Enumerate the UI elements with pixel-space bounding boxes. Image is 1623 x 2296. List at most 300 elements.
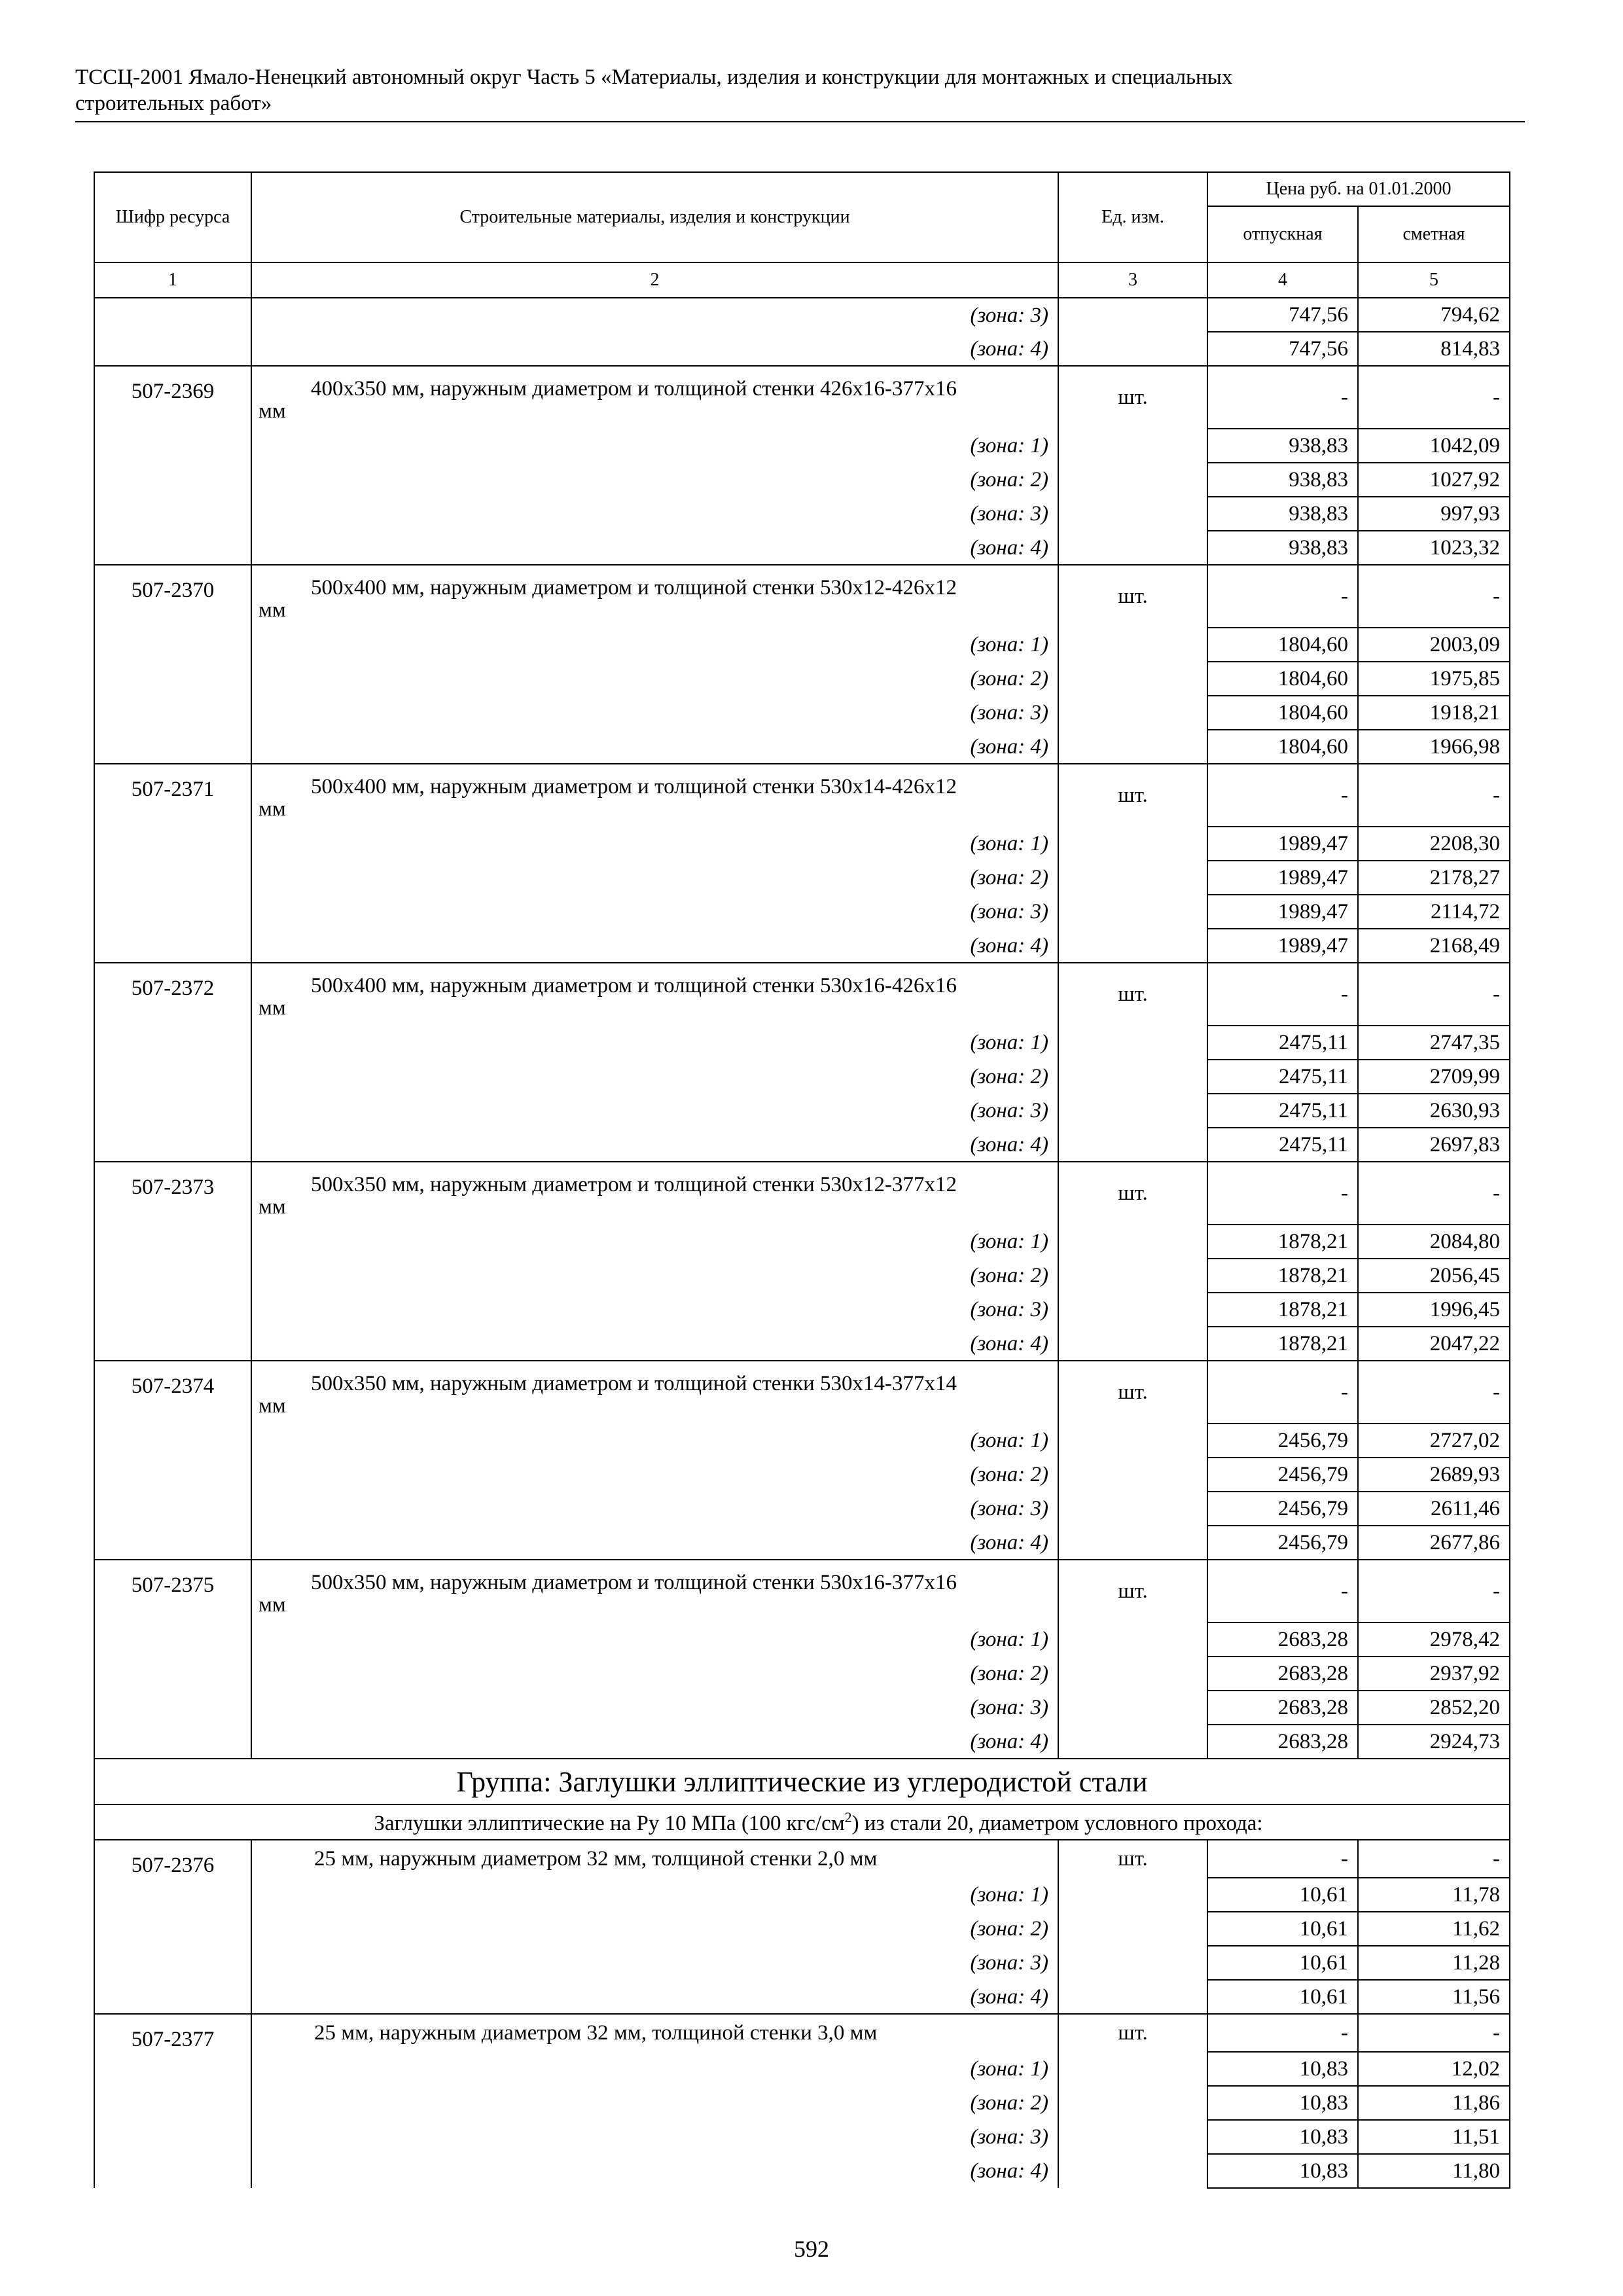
zone-label: (зона: 2) xyxy=(251,2086,1058,2120)
release-price: - xyxy=(1207,1162,1358,1225)
code-cell xyxy=(94,1128,251,1162)
unit-cell xyxy=(1058,2154,1207,2188)
group-subtitle-text-end: ) из стали 20, диаметром условного прохода: xyxy=(851,1811,1263,1835)
column-header-estimate: сметная xyxy=(1358,206,1510,262)
zone-label: (зона: 4) xyxy=(251,1128,1058,1162)
zone-row xyxy=(94,2120,1510,2154)
zone-row xyxy=(94,429,1510,463)
estimate-price: 794,62 xyxy=(1358,298,1510,332)
code-cell xyxy=(94,1060,251,1094)
zone-label: (зона: 4) xyxy=(251,1980,1058,2014)
release-price: 2475,11 xyxy=(1207,1026,1358,1060)
zone-row xyxy=(94,696,1510,730)
estimate-price: 11,62 xyxy=(1358,1912,1510,1946)
zone-row xyxy=(94,1912,1510,1946)
release-price: - xyxy=(1207,2014,1358,2052)
zone-label: (зона: 2) xyxy=(251,1657,1058,1691)
zone-label: (зона: 3) xyxy=(251,1946,1058,1980)
unit-cell xyxy=(1058,1225,1207,1259)
zone-row xyxy=(94,929,1510,963)
column-number: 2 xyxy=(251,262,1058,298)
zone-label: (зона: 4) xyxy=(251,1526,1058,1560)
unit-cell xyxy=(1058,895,1207,929)
release-price: 1878,21 xyxy=(1207,1327,1358,1361)
zone-label: (зона: 1) xyxy=(251,827,1058,861)
code-cell xyxy=(94,2154,251,2188)
zone-row xyxy=(94,1492,1510,1526)
unit-cell xyxy=(1058,531,1207,565)
unit-value: шт. xyxy=(1058,764,1207,827)
code-cell xyxy=(94,1946,251,1980)
unit-cell xyxy=(1058,497,1207,531)
zone-row xyxy=(94,2154,1510,2188)
item-row xyxy=(94,2014,1510,2052)
zone-label: (зона: 2) xyxy=(251,1259,1058,1293)
estimate-price: 1042,09 xyxy=(1358,429,1510,463)
unit-cell xyxy=(1058,1526,1207,1560)
estimate-price: 2677,86 xyxy=(1358,1526,1510,1560)
unit-cell xyxy=(1058,1492,1207,1526)
zone-row xyxy=(94,895,1510,929)
group-subtitle-superscript: 2 xyxy=(844,1808,852,1825)
release-price: - xyxy=(1207,764,1358,827)
code-cell xyxy=(94,1623,251,1657)
release-price: 1989,47 xyxy=(1207,827,1358,861)
estimate-price: 997,93 xyxy=(1358,497,1510,531)
unit-cell xyxy=(1058,463,1207,497)
code-cell xyxy=(94,1458,251,1492)
zone-label: (зона: 2) xyxy=(251,1458,1058,1492)
unit-cell xyxy=(1058,2120,1207,2154)
zone-label: (зона: 4) xyxy=(251,730,1058,764)
zone-row xyxy=(94,1128,1510,1162)
zone-label: (зона: 4) xyxy=(251,332,1058,366)
estimate-price: - xyxy=(1358,1162,1510,1225)
release-price: 1989,47 xyxy=(1207,895,1358,929)
zone-label: (зона: 1) xyxy=(251,1424,1058,1458)
code-cell xyxy=(94,1657,251,1691)
description-line-2: мм xyxy=(259,1393,286,1418)
estimate-price: 2747,35 xyxy=(1358,1026,1510,1060)
estimate-price: 2978,42 xyxy=(1358,1623,1510,1657)
estimate-price: 2047,22 xyxy=(1358,1327,1510,1361)
description-line-1: 500х400 мм, наружным диаметром и толщиной стенки 530х14-426х12 xyxy=(311,774,957,798)
item-description xyxy=(251,366,1058,429)
item-description xyxy=(251,764,1058,827)
zone-row xyxy=(94,1259,1510,1293)
estimate-price: 12,02 xyxy=(1358,2052,1510,2086)
release-price: 2683,28 xyxy=(1207,1691,1358,1725)
code-cell xyxy=(94,730,251,764)
release-price: 938,83 xyxy=(1207,463,1358,497)
code-cell xyxy=(94,827,251,861)
zone-row xyxy=(94,628,1510,662)
estimate-price: 1966,98 xyxy=(1358,730,1510,764)
zone-label: (зона: 2) xyxy=(251,1912,1058,1946)
description-line-1: 500х350 мм, наружным диаметром и толщиной стенки 530х14-377х14 xyxy=(311,1371,957,1395)
code-cell xyxy=(94,429,251,463)
column-header-release: отпускная xyxy=(1207,206,1358,262)
code-cell xyxy=(94,1293,251,1327)
column-number: 3 xyxy=(1058,262,1207,298)
release-price: 747,56 xyxy=(1207,332,1358,366)
item-row xyxy=(94,1162,1510,1225)
zone-label: (зона: 3) xyxy=(251,696,1058,730)
zone-row xyxy=(94,730,1510,764)
header-rule xyxy=(75,121,1525,122)
zone-row xyxy=(94,1424,1510,1458)
release-price: 10,61 xyxy=(1207,1878,1358,1912)
zone-row xyxy=(94,332,1510,366)
document-header xyxy=(75,64,1518,117)
estimate-price: - xyxy=(1358,565,1510,628)
zone-label: (зона: 3) xyxy=(251,1293,1058,1327)
code-cell xyxy=(94,332,251,366)
zone-row xyxy=(94,1691,1510,1725)
item-row xyxy=(94,366,1510,429)
estimate-price: 2611,46 xyxy=(1358,1492,1510,1526)
release-price: 2683,28 xyxy=(1207,1725,1358,1759)
unit-cell xyxy=(1058,1060,1207,1094)
estimate-price: 2084,80 xyxy=(1358,1225,1510,1259)
unit-cell xyxy=(1058,696,1207,730)
description-line-2: мм xyxy=(259,598,286,622)
unit-cell xyxy=(1058,1878,1207,1912)
zone-row xyxy=(94,1094,1510,1128)
release-price: 2456,79 xyxy=(1207,1424,1358,1458)
zone-label: (зона: 2) xyxy=(251,662,1058,696)
group-subtitle-row xyxy=(94,1804,1510,1840)
code-cell xyxy=(94,929,251,963)
zone-row xyxy=(94,1293,1510,1327)
release-price: 10,83 xyxy=(1207,2086,1358,2120)
item-row xyxy=(94,1560,1510,1623)
item-description xyxy=(251,1162,1058,1225)
code-cell xyxy=(94,2052,251,2086)
estimate-price: 11,80 xyxy=(1358,2154,1510,2188)
code-cell xyxy=(94,1980,251,2014)
item-description: 25 мм, наружным диаметром 32 мм, толщиной стенки 3,0 мм xyxy=(251,2014,1058,2052)
release-price: 1804,60 xyxy=(1207,662,1358,696)
estimate-price: 1027,92 xyxy=(1358,463,1510,497)
resource-code: 507-2374 xyxy=(94,1361,251,1424)
zone-row xyxy=(94,1946,1510,1980)
column-header-unit: Ед. изм. xyxy=(1058,172,1207,262)
release-price: - xyxy=(1207,963,1358,1026)
resource-code: 507-2375 xyxy=(94,1560,251,1623)
unit-value: шт. xyxy=(1058,1162,1207,1225)
code-cell xyxy=(94,531,251,565)
unit-cell xyxy=(1058,1691,1207,1725)
zone-label: (зона: 4) xyxy=(251,531,1058,565)
item-description: 25 мм, наружным диаметром 32 мм, толщиной стенки 2,0 мм xyxy=(251,1840,1058,1878)
estimate-price: 2630,93 xyxy=(1358,1094,1510,1128)
release-price: 1878,21 xyxy=(1207,1225,1358,1259)
unit-cell xyxy=(1058,1128,1207,1162)
code-cell xyxy=(94,298,251,332)
page-number: 592 xyxy=(794,2236,829,2262)
description-line-2: мм xyxy=(259,996,286,1020)
zone-label: (зона: 1) xyxy=(251,429,1058,463)
zone-label: (зона: 3) xyxy=(251,895,1058,929)
unit-cell xyxy=(1058,1623,1207,1657)
estimate-price: 2056,45 xyxy=(1358,1259,1510,1293)
estimate-price: 1023,32 xyxy=(1358,531,1510,565)
unit-cell xyxy=(1058,861,1207,895)
zone-label: (зона: 1) xyxy=(251,1623,1058,1657)
zone-row xyxy=(94,861,1510,895)
zone-label: (зона: 3) xyxy=(251,497,1058,531)
estimate-price: 1918,21 xyxy=(1358,696,1510,730)
zone-row xyxy=(94,463,1510,497)
code-cell xyxy=(94,1327,251,1361)
release-price: 747,56 xyxy=(1207,298,1358,332)
code-cell xyxy=(94,1878,251,1912)
code-cell xyxy=(94,662,251,696)
estimate-price: 2208,30 xyxy=(1358,827,1510,861)
unit-cell xyxy=(1058,1327,1207,1361)
estimate-price: 2697,83 xyxy=(1358,1128,1510,1162)
estimate-price: 2114,72 xyxy=(1358,895,1510,929)
release-price: 2475,11 xyxy=(1207,1060,1358,1094)
item-row xyxy=(94,764,1510,827)
estimate-price: 2709,99 xyxy=(1358,1060,1510,1094)
description-line-1: 500х400 мм, наружным диаметром и толщиной стенки 530х12-426х12 xyxy=(311,575,957,600)
estimate-price: 11,28 xyxy=(1358,1946,1510,1980)
item-description xyxy=(251,963,1058,1026)
code-cell xyxy=(94,1424,251,1458)
resource-code: 507-2376 xyxy=(94,1840,251,1878)
code-cell xyxy=(94,463,251,497)
resource-code: 507-2370 xyxy=(94,565,251,628)
description-line-2: мм xyxy=(259,1194,286,1219)
zone-row xyxy=(94,827,1510,861)
resource-code: 507-2369 xyxy=(94,366,251,429)
zone-label: (зона: 1) xyxy=(251,1225,1058,1259)
column-number: 1 xyxy=(94,262,251,298)
code-cell xyxy=(94,497,251,531)
estimate-price: 1975,85 xyxy=(1358,662,1510,696)
release-price: 1804,60 xyxy=(1207,730,1358,764)
code-cell xyxy=(94,1691,251,1725)
column-header-code: Шифр ресурса xyxy=(94,172,251,262)
zone-row xyxy=(94,1657,1510,1691)
description-line-2: мм xyxy=(259,1592,286,1617)
code-cell xyxy=(94,1912,251,1946)
unit-cell xyxy=(1058,1980,1207,2014)
group-row xyxy=(94,1759,1510,1804)
code-cell xyxy=(94,2086,251,2120)
release-price: 10,61 xyxy=(1207,1980,1358,2014)
release-price: 10,83 xyxy=(1207,2154,1358,2188)
release-price: 10,61 xyxy=(1207,1946,1358,1980)
header-line-1: ТССЦ-2001 Ямало-Ненецкий автономный округ Часть 5 «Материалы, изделия и конструкции для монтажных и специальных xyxy=(75,65,1233,89)
item-description xyxy=(251,1560,1058,1623)
estimate-price: 2168,49 xyxy=(1358,929,1510,963)
item-row xyxy=(94,565,1510,628)
zone-row xyxy=(94,531,1510,565)
estimate-price: 2727,02 xyxy=(1358,1424,1510,1458)
code-cell xyxy=(94,895,251,929)
unit-cell xyxy=(1058,628,1207,662)
release-price: - xyxy=(1207,565,1358,628)
zone-row xyxy=(94,298,1510,332)
unit-value: шт. xyxy=(1058,565,1207,628)
zone-row xyxy=(94,1980,1510,2014)
group-title: Группа: Заглушки эллиптические из углеродистой стали xyxy=(94,1759,1510,1804)
estimate-price: 2003,09 xyxy=(1358,628,1510,662)
release-price: - xyxy=(1207,366,1358,429)
release-price: 2475,11 xyxy=(1207,1094,1358,1128)
code-cell xyxy=(94,1094,251,1128)
unit-cell xyxy=(1058,429,1207,463)
unit-cell xyxy=(1058,298,1207,332)
unit-value: шт. xyxy=(1058,1840,1207,1878)
zone-row xyxy=(94,1060,1510,1094)
zone-label: (зона: 3) xyxy=(251,298,1058,332)
zone-label: (зона: 4) xyxy=(251,1327,1058,1361)
description-line-2: мм xyxy=(259,399,286,423)
column-header-name: Строительные материалы, изделия и конструкции xyxy=(251,172,1058,262)
resource-code: 507-2377 xyxy=(94,2014,251,2052)
release-price: - xyxy=(1207,1361,1358,1424)
header-line-2: строительных работ» xyxy=(75,92,272,115)
unit-cell xyxy=(1058,929,1207,963)
unit-cell xyxy=(1058,1458,1207,1492)
estimate-price: 11,86 xyxy=(1358,2086,1510,2120)
release-price: 938,83 xyxy=(1207,497,1358,531)
unit-cell xyxy=(1058,662,1207,696)
group-subtitle-text: Заглушки эллиптические на Ру 10 МПа (100 кгс/см xyxy=(374,1811,845,1835)
release-price: 938,83 xyxy=(1207,531,1358,565)
resource-code: 507-2372 xyxy=(94,963,251,1026)
release-price: 1878,21 xyxy=(1207,1259,1358,1293)
zone-label: (зона: 3) xyxy=(251,1691,1058,1725)
unit-cell xyxy=(1058,1026,1207,1060)
release-price: 10,83 xyxy=(1207,2052,1358,2086)
release-price: 10,61 xyxy=(1207,1912,1358,1946)
code-cell xyxy=(94,861,251,895)
item-row xyxy=(94,1361,1510,1424)
estimate-price: 2689,93 xyxy=(1358,1458,1510,1492)
release-price: 1989,47 xyxy=(1207,929,1358,963)
zone-label: (зона: 3) xyxy=(251,1492,1058,1526)
unit-cell xyxy=(1058,730,1207,764)
estimate-price: - xyxy=(1358,366,1510,429)
estimate-price: 11,56 xyxy=(1358,1980,1510,2014)
estimate-price: 1996,45 xyxy=(1358,1293,1510,1327)
unit-cell xyxy=(1058,1725,1207,1759)
unit-value: шт. xyxy=(1058,2014,1207,2052)
estimate-price: 2924,73 xyxy=(1358,1725,1510,1759)
unit-cell xyxy=(1058,2052,1207,2086)
item-description xyxy=(251,1361,1058,1424)
release-price: 2456,79 xyxy=(1207,1492,1358,1526)
unit-cell xyxy=(1058,1094,1207,1128)
table-body xyxy=(94,298,1510,2188)
zone-label: (зона: 3) xyxy=(251,1094,1058,1128)
code-cell xyxy=(94,1492,251,1526)
zone-label: (зона: 4) xyxy=(251,929,1058,963)
resource-code: 507-2373 xyxy=(94,1162,251,1225)
estimate-price: - xyxy=(1358,1560,1510,1623)
code-cell xyxy=(94,696,251,730)
description-line-1: 500х350 мм, наружным диаметром и толщиной стенки 530х12-377х12 xyxy=(311,1172,957,1196)
estimate-price: 2937,92 xyxy=(1358,1657,1510,1691)
unit-cell xyxy=(1058,2086,1207,2120)
release-price: 1989,47 xyxy=(1207,861,1358,895)
zone-row xyxy=(94,497,1510,531)
release-price: 10,83 xyxy=(1207,2120,1358,2154)
release-price: 1804,60 xyxy=(1207,696,1358,730)
unit-value: шт. xyxy=(1058,366,1207,429)
release-price: - xyxy=(1207,1560,1358,1623)
code-cell xyxy=(94,2120,251,2154)
unit-cell xyxy=(1058,1293,1207,1327)
description-line-2: мм xyxy=(259,797,286,821)
unit-cell xyxy=(1058,1946,1207,1980)
zone-label: (зона: 4) xyxy=(251,1725,1058,1759)
estimate-price: 2852,20 xyxy=(1358,1691,1510,1725)
estimate-price: 814,83 xyxy=(1358,332,1510,366)
column-number: 5 xyxy=(1358,262,1510,298)
unit-cell xyxy=(1058,1912,1207,1946)
release-price: 938,83 xyxy=(1207,429,1358,463)
unit-cell xyxy=(1058,1424,1207,1458)
price-table xyxy=(94,171,1510,2189)
code-cell xyxy=(94,1526,251,1560)
unit-value: шт. xyxy=(1058,963,1207,1026)
estimate-price: - xyxy=(1358,764,1510,827)
description-line-1: 500х400 мм, наружным диаметром и толщиной стенки 530х16-426х16 xyxy=(311,973,957,997)
code-cell xyxy=(94,1259,251,1293)
resource-code: 507-2371 xyxy=(94,764,251,827)
unit-value: шт. xyxy=(1058,1560,1207,1623)
group-subtitle xyxy=(94,1804,1510,1840)
code-cell xyxy=(94,1725,251,1759)
zone-label: (зона: 4) xyxy=(251,2154,1058,2188)
unit-value: шт. xyxy=(1058,1361,1207,1424)
description-line-1: 400х350 мм, наружным диаметром и толщиной стенки 426х16-377х16 xyxy=(311,376,957,401)
release-price: 1878,21 xyxy=(1207,1293,1358,1327)
estimate-price: - xyxy=(1358,963,1510,1026)
release-price: - xyxy=(1207,1840,1358,1878)
estimate-price: - xyxy=(1358,1361,1510,1424)
estimate-price: - xyxy=(1358,2014,1510,2052)
description-line-1: 500х350 мм, наружным диаметром и толщиной стенки 530х16-377х16 xyxy=(311,1570,957,1594)
zone-label: (зона: 3) xyxy=(251,2120,1058,2154)
release-price: 2456,79 xyxy=(1207,1458,1358,1492)
zone-row xyxy=(94,1526,1510,1560)
zone-label: (зона: 2) xyxy=(251,463,1058,497)
unit-cell xyxy=(1058,1259,1207,1293)
zone-label: (зона: 2) xyxy=(251,1060,1058,1094)
zone-row xyxy=(94,1327,1510,1361)
zone-label: (зона: 2) xyxy=(251,861,1058,895)
release-price: 2683,28 xyxy=(1207,1623,1358,1657)
zone-row xyxy=(94,2086,1510,2120)
zone-row xyxy=(94,1225,1510,1259)
zone-label: (зона: 1) xyxy=(251,1026,1058,1060)
unit-cell xyxy=(1058,332,1207,366)
estimate-price: 11,51 xyxy=(1358,2120,1510,2154)
unit-cell xyxy=(1058,827,1207,861)
release-price: 2456,79 xyxy=(1207,1526,1358,1560)
item-description xyxy=(251,565,1058,628)
estimate-price: 2178,27 xyxy=(1358,861,1510,895)
item-row xyxy=(94,963,1510,1026)
zone-row xyxy=(94,1458,1510,1492)
